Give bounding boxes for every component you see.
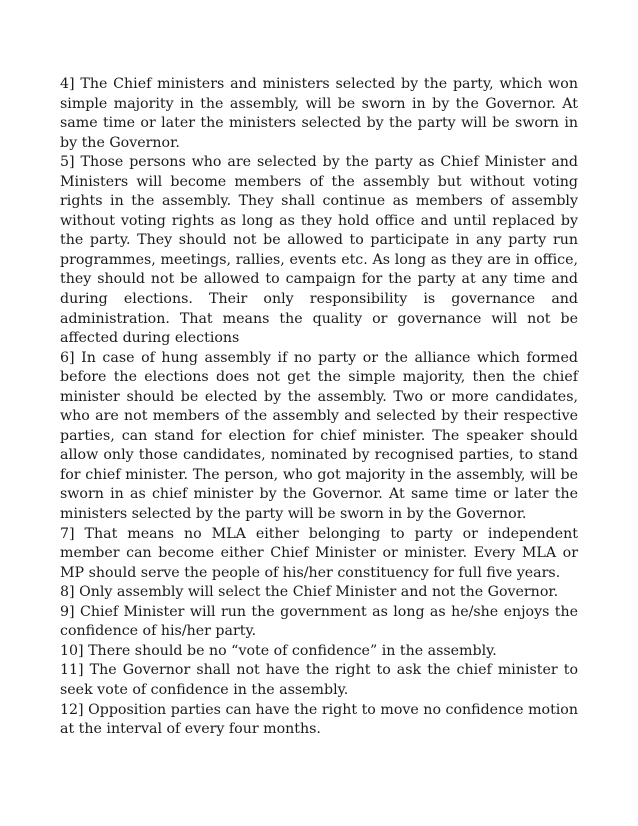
- paragraph-5: 5] Those persons who are selected by the party as Chief Minister and Ministers will become members of the assembly but without voting rights in the assembly. They shall continue as members of assembly without voting rights as long as they hold office and until replaced by the party. They should not be allowed to participate in any party run programmes, meetings, rallies, events etc. As long as they are in office, they should not be allowed to campaign for the party at any time and during elections. Their only responsibility is governance and administration. That means the quality or governance will not be affected during elections: [60, 154, 578, 347]
- paragraph-6: 6] In case of hung assembly if no party or the alliance which formed before the elections does not get the simple majority, then the chief minister should be elected by the assembly. Two or more candidates, who are not members of the assembly and selected by their respective parties, can stand for election for chief minister. The speaker should allow only those candidates, nominated by recognised parties, to stand for chief minister. The person, who got majority in the assembly, will be sworn in as chief minister by the Governor. At same time or later the ministers selected by the party will be sworn in by the Governor.: [60, 349, 578, 523]
- paragraph-11: 11] The Governor shall not have the right to ask the chief minister to seek vote of confidence in the assembly.: [60, 662, 578, 698]
- paragraph-12: 12] Opposition parties can have the right to move no confidence motion at the interval of every four months.: [60, 701, 578, 738]
- paragraph-4: 4] The Chief ministers and ministers selected by the party, which won simple majority in the assembly, will be sworn in by the Governor. At same time or later the ministers selected by the party will be sworn in by the Governor.: [60, 76, 578, 151]
- paragraph-9: 9] Chief Minister will run the government as long as he/she enjoys the confidence of his/her party.: [60, 603, 578, 640]
- paragraph-7: 7] That means no MLA either belonging to party or independent member can become either Chief Minister or minister. Every MLA or MP should serve the people of his/her constituency for full five years.: [60, 525, 578, 581]
- document-body: [60, 75, 578, 740]
- paragraph-8: 8] Only assembly will select the Chief Minister and not the Governor.: [60, 584, 559, 601]
- paragraph-10: 10] There should be no “vote of confidence” in the assembly.: [60, 642, 497, 659]
